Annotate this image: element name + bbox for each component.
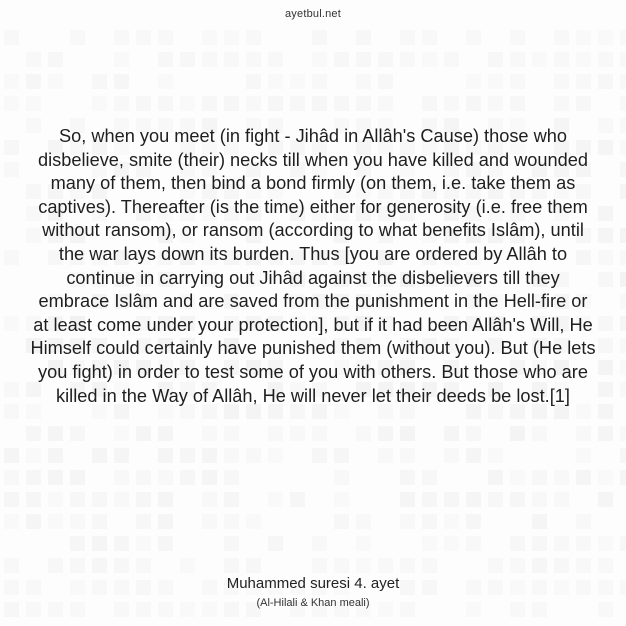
- background-tile: [598, 426, 613, 441]
- background-tile: [202, 448, 217, 463]
- background-tile: [378, 558, 393, 573]
- background-tile: [26, 96, 41, 111]
- background-tile: [598, 404, 613, 419]
- background-tile: [554, 96, 569, 111]
- background-tile: [48, 470, 63, 485]
- background-tile: [532, 558, 547, 573]
- background-tile: [4, 448, 19, 463]
- background-tile: [356, 514, 371, 529]
- background-tile: [532, 492, 547, 507]
- background-tile: [356, 536, 371, 551]
- background-tile: [576, 52, 591, 67]
- background-tile: [224, 470, 239, 485]
- background-tile: [378, 52, 393, 67]
- background-tile: [4, 96, 19, 111]
- background-tile: [224, 492, 239, 507]
- background-tile: [4, 514, 19, 529]
- background-tile: [598, 470, 613, 485]
- background-tile: [26, 492, 41, 507]
- background-tile: [334, 558, 349, 573]
- background-tile: [26, 426, 41, 441]
- background-tile: [620, 470, 626, 485]
- background-tile: [224, 426, 239, 441]
- background-tile: [312, 536, 327, 551]
- background-tile: [598, 74, 613, 89]
- background-tile: [620, 448, 626, 463]
- background-tile: [576, 558, 591, 573]
- background-tile: [114, 558, 129, 573]
- background-tile: [114, 536, 129, 551]
- background-tile: [488, 74, 503, 89]
- background-tile: [356, 30, 371, 45]
- background-tile: [4, 382, 19, 397]
- background-tile: [620, 74, 626, 89]
- background-tile: [4, 74, 19, 89]
- background-tile: [26, 448, 41, 463]
- background-tile: [356, 96, 371, 111]
- background-tile: [158, 514, 173, 529]
- background-tile: [26, 52, 41, 67]
- background-tile: [400, 426, 415, 441]
- background-tile: [422, 536, 437, 551]
- background-tile: [620, 250, 626, 265]
- background-tile: [224, 558, 239, 573]
- background-tile: [598, 30, 613, 45]
- background-tile: [158, 30, 173, 45]
- background-tile: [444, 52, 459, 67]
- background-tile: [48, 448, 63, 463]
- background-tile: [444, 426, 459, 441]
- background-tile: [554, 470, 569, 485]
- background-tile: [136, 558, 151, 573]
- background-tile: [356, 74, 371, 89]
- background-tile: [598, 140, 613, 155]
- background-tile: [180, 448, 195, 463]
- background-tile: [224, 96, 239, 111]
- background-tile: [400, 448, 415, 463]
- background-tile: [400, 558, 415, 573]
- background-tile: [224, 536, 239, 551]
- background-tile: [620, 118, 626, 133]
- background-tile: [70, 426, 85, 441]
- background-tile: [554, 492, 569, 507]
- background-tile: [180, 96, 195, 111]
- background-tile: [400, 514, 415, 529]
- background-tile: [114, 448, 129, 463]
- background-tile: [48, 514, 63, 529]
- background-tile: [576, 426, 591, 441]
- background-tile: [488, 492, 503, 507]
- background-tile: [246, 514, 261, 529]
- background-tile: [444, 536, 459, 551]
- background-tile: [620, 30, 626, 45]
- background-tile: [4, 140, 19, 155]
- background-tile: [180, 52, 195, 67]
- background-tile: [180, 558, 195, 573]
- verse-source: Muhammed suresi 4. ayet: [226, 575, 400, 592]
- background-tile: [422, 52, 437, 67]
- background-tile: [598, 338, 613, 353]
- background-tile: [334, 448, 349, 463]
- background-tile: [400, 52, 415, 67]
- background-tile: [620, 426, 626, 441]
- background-tile: [202, 492, 217, 507]
- background-tile: [488, 470, 503, 485]
- background-tile: [510, 74, 525, 89]
- background-tile: [598, 228, 613, 243]
- background-tile: [158, 52, 173, 67]
- background-tile: [510, 426, 525, 441]
- background-tile: [92, 96, 107, 111]
- background-tile: [598, 316, 613, 331]
- background-tile: [598, 272, 613, 287]
- background-tile: [70, 30, 85, 45]
- background-tile: [26, 514, 41, 529]
- background-tile: [92, 74, 107, 89]
- background-tile: [4, 404, 19, 419]
- background-tile: [356, 52, 371, 67]
- background-tile: [598, 382, 613, 397]
- background-tile: [554, 30, 569, 45]
- background-tile: [378, 448, 393, 463]
- background-tile: [576, 96, 591, 111]
- background-tile: [114, 52, 129, 67]
- background-tile: [202, 30, 217, 45]
- background-tile: [620, 162, 626, 177]
- background-tile: [620, 294, 626, 309]
- background-tile: [92, 514, 107, 529]
- background-tile: [224, 52, 239, 67]
- background-tile: [510, 492, 525, 507]
- background-tile: [158, 74, 173, 89]
- background-tile: [334, 52, 349, 67]
- background-tile: [554, 536, 569, 551]
- background-tile: [466, 492, 481, 507]
- background-tile: [466, 74, 481, 89]
- background-tile: [136, 470, 151, 485]
- background-tile: [598, 206, 613, 221]
- background-tile: [444, 492, 459, 507]
- background-tile: [246, 30, 261, 45]
- background-tile: [136, 96, 151, 111]
- background-tile: [268, 426, 283, 441]
- background-tile: [224, 30, 239, 45]
- background-tile: [158, 470, 173, 485]
- background-tile: [576, 536, 591, 551]
- background-tile: [268, 448, 283, 463]
- background-tile: [488, 558, 503, 573]
- background-tile: [202, 470, 217, 485]
- background-tile: [268, 492, 283, 507]
- background-tile: [268, 96, 283, 111]
- background-tile: [598, 250, 613, 265]
- background-tile: [224, 514, 239, 529]
- background-tile: [26, 74, 41, 89]
- background-tile: [466, 96, 481, 111]
- background-tile: [422, 470, 437, 485]
- background-tile: [114, 74, 129, 89]
- background-tile: [400, 30, 415, 45]
- background-tile: [26, 470, 41, 485]
- background-tile: [290, 426, 305, 441]
- background-tile: [268, 536, 283, 551]
- background-tile: [312, 74, 327, 89]
- background-tile: [576, 74, 591, 89]
- background-tile: [620, 382, 626, 397]
- background-tile: [532, 536, 547, 551]
- background-tile: [598, 492, 613, 507]
- background-tile: [444, 448, 459, 463]
- background-tile: [488, 448, 503, 463]
- background-tile: [554, 52, 569, 67]
- background-tile: [48, 74, 63, 89]
- background-tile: [598, 558, 613, 573]
- background-tile: [356, 426, 371, 441]
- background-tile: [532, 470, 547, 485]
- background-tile: [136, 492, 151, 507]
- background-tile: [620, 184, 626, 199]
- background-tile: [312, 426, 327, 441]
- background-tile: [114, 426, 129, 441]
- background-tile: [246, 558, 261, 573]
- background-tile: [576, 470, 591, 485]
- background-tile: [70, 470, 85, 485]
- background-tile: [114, 96, 129, 111]
- background-tile: [70, 514, 85, 529]
- background-tile: [510, 96, 525, 111]
- background-tile: [202, 426, 217, 441]
- background-tile: [378, 74, 393, 89]
- background-tile: [576, 30, 591, 45]
- background-tile: [510, 558, 525, 573]
- background-tile: [554, 74, 569, 89]
- background-tile: [290, 96, 305, 111]
- background-tile: [290, 492, 305, 507]
- background-tile: [620, 316, 626, 331]
- background-tile: [246, 52, 261, 67]
- background-tile: [158, 536, 173, 551]
- background-tile: [400, 470, 415, 485]
- background-tile: [620, 228, 626, 243]
- background-tile: [554, 558, 569, 573]
- background-tile: [444, 96, 459, 111]
- background-tile: [620, 272, 626, 287]
- background-tile: [136, 30, 151, 45]
- background-tile: [48, 492, 63, 507]
- background-tile: [246, 96, 261, 111]
- background-tile: [92, 492, 107, 507]
- background-tile: [466, 536, 481, 551]
- background-tile: [70, 558, 85, 573]
- background-tile: [158, 448, 173, 463]
- background-tile: [422, 30, 437, 45]
- background-tile: [620, 52, 626, 67]
- background-tile: [70, 536, 85, 551]
- background-tile: [532, 52, 547, 67]
- background-tile: [4, 492, 19, 507]
- background-tile: [92, 558, 107, 573]
- background-tile: [114, 470, 129, 485]
- background-tile: [620, 536, 626, 551]
- background-tile: [466, 426, 481, 441]
- background-tile: [48, 558, 63, 573]
- background-tile: [466, 448, 481, 463]
- background-tile: [334, 96, 349, 111]
- background-tile: [598, 360, 613, 375]
- site-name: ayetbul.net: [284, 8, 342, 20]
- background-tile: [312, 52, 327, 67]
- background-tile: [246, 448, 261, 463]
- background-tile: [422, 492, 437, 507]
- background-tile: [510, 30, 525, 45]
- background-tile: [576, 514, 591, 529]
- background-tile: [576, 448, 591, 463]
- background-tile: [136, 514, 151, 529]
- background-tile: [158, 426, 173, 441]
- background-tile: [444, 514, 459, 529]
- background-tile: [598, 118, 613, 133]
- background-tile: [510, 536, 525, 551]
- background-tile: [180, 470, 195, 485]
- background-tile: [312, 448, 327, 463]
- background-tile: [598, 52, 613, 67]
- background-tile: [70, 492, 85, 507]
- background-tile: [202, 514, 217, 529]
- background-tile: [114, 492, 129, 507]
- background-tile: [290, 74, 305, 89]
- verse-text: So, when you meet (in fight - Jihâd in Allâh's Cause) those who disbelieve, smite (their) necks till when you have killed and wounded many of them, then bind a bond firmly (on them, i.e. take them as captives). Thereafter (is the time) either for generosity (i.e. free them without ransom), or ransom (according to what benefits Islâm), until the war lays down its burden. Thus [you are ordered by Allâh to continue in carrying out Jihâd against the disbelievers till they embrace Islâm and are saved from the punishment in the Hell-fire or at least come under your protection], but if it had been Allâh's Will, He Himself could certainly have punished them (without you). But (He lets you fight) in order to test some of you with others. But those who are killed in the Way of Allâh, He will never let their deeds be lost.[1]: [30, 126, 596, 406]
- background-tile: [4, 470, 19, 485]
- background-tile: [510, 470, 525, 485]
- background-tile: [4, 316, 19, 331]
- background-tile: [466, 514, 481, 529]
- background-tile: [620, 338, 626, 353]
- background-tile: [158, 96, 173, 111]
- background-tile: [268, 74, 283, 89]
- background-tile: [246, 74, 261, 89]
- background-tile: [312, 30, 327, 45]
- background-tile: [48, 426, 63, 441]
- background-tile: [488, 96, 503, 111]
- background-tile: [422, 558, 437, 573]
- background-tile: [422, 514, 437, 529]
- background-tile: [620, 140, 626, 155]
- background-tile: [158, 492, 173, 507]
- background-tile: [620, 96, 626, 111]
- background-tile: [488, 52, 503, 67]
- background-tile: [48, 52, 63, 67]
- background-tile: [598, 536, 613, 551]
- background-tile: [400, 492, 415, 507]
- background-tile: [114, 30, 129, 45]
- background-tile: [224, 448, 239, 463]
- background-tile: [510, 52, 525, 67]
- background-tile: [136, 426, 151, 441]
- background-tile: [532, 514, 547, 529]
- background-tile: [92, 448, 107, 463]
- background-tile: [92, 536, 107, 551]
- background-tile: [334, 470, 349, 485]
- background-tile: [202, 96, 217, 111]
- background-tile: [378, 426, 393, 441]
- background-tile: [466, 30, 481, 45]
- background-tile: [312, 558, 327, 573]
- background-tile: [334, 492, 349, 507]
- background-tile: [422, 96, 437, 111]
- background-tile: [4, 30, 19, 45]
- background-tile: [4, 250, 19, 265]
- background-tile: [4, 162, 19, 177]
- background-tile: [378, 96, 393, 111]
- background-tile: [202, 52, 217, 67]
- background-tile: [4, 558, 19, 573]
- background-tile: [620, 360, 626, 375]
- background-tile: [532, 426, 547, 441]
- background-tile: [136, 536, 151, 551]
- translation-credit: (Al-Hilali & Khan meali): [256, 597, 370, 609]
- background-tile: [268, 52, 283, 67]
- background-tile: [312, 96, 327, 111]
- background-tile: [356, 558, 371, 573]
- background-tile: [334, 514, 349, 529]
